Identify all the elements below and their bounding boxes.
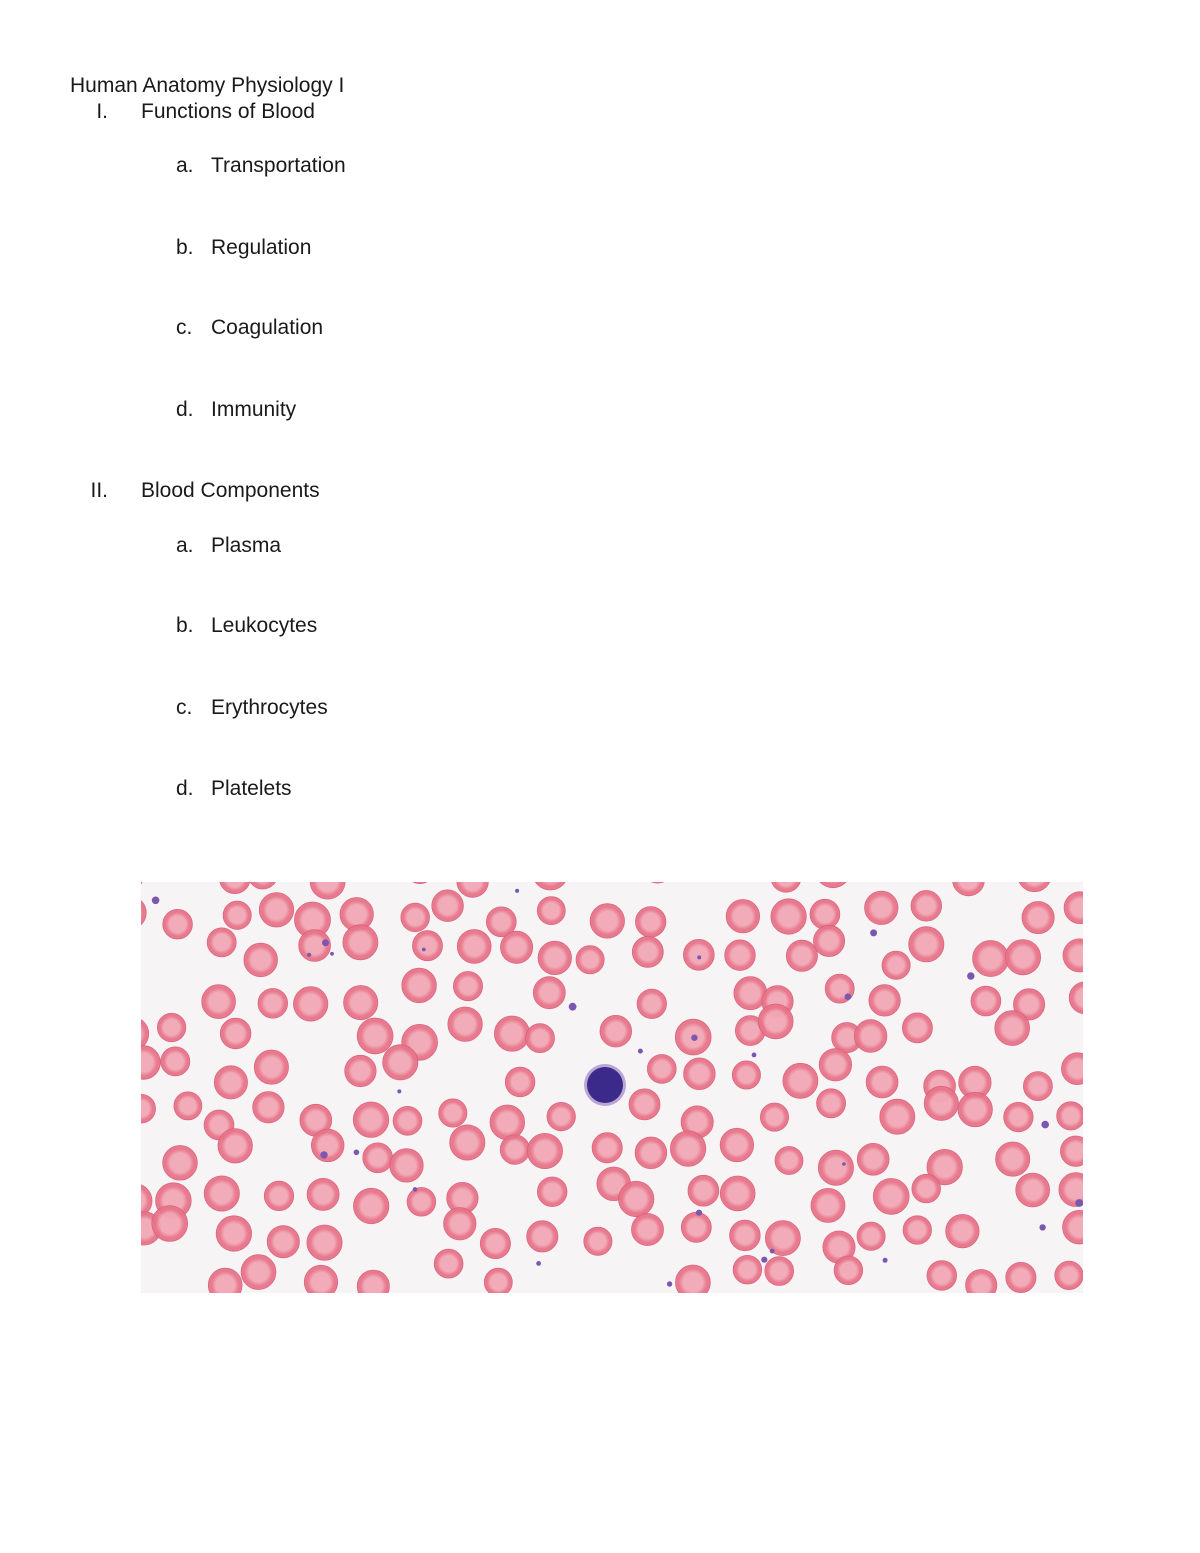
- platelet: [536, 1261, 541, 1266]
- platelet: [307, 953, 311, 957]
- erythrocyte: [526, 1024, 555, 1053]
- erythrocyte: [866, 1066, 898, 1098]
- erythrocyte: [450, 1125, 485, 1160]
- erythrocyte: [1005, 940, 1040, 975]
- erythrocyte: [720, 1176, 755, 1211]
- erythrocyte: [457, 930, 491, 964]
- erythrocyte: [882, 951, 910, 979]
- erythrocyte: [681, 1212, 711, 1242]
- erythrocyte: [927, 1261, 957, 1291]
- erythrocyte: [216, 1216, 251, 1251]
- platelet: [152, 897, 160, 905]
- erythrocyte: [1055, 1261, 1083, 1289]
- erythrocyte: [501, 931, 533, 963]
- erythrocyte: [218, 1129, 252, 1163]
- erythrocyte: [720, 1128, 753, 1161]
- erythrocyte: [760, 1103, 788, 1131]
- erythrocyte: [490, 1105, 525, 1140]
- erythrocyte: [527, 1221, 558, 1252]
- erythrocyte: [214, 1066, 247, 1099]
- erythrocyte: [592, 1133, 622, 1163]
- erythrocyte: [854, 1020, 887, 1053]
- platelet: [667, 1281, 672, 1286]
- erythrocyte: [958, 1092, 992, 1126]
- erythrocyte: [600, 1015, 632, 1047]
- erythrocyte: [453, 972, 482, 1001]
- erythrocyte: [732, 1061, 760, 1089]
- list-item-text: Coagulation: [211, 316, 324, 339]
- platelet: [696, 1210, 702, 1216]
- platelet: [397, 1089, 401, 1093]
- platelet: [354, 1150, 360, 1156]
- erythrocyte: [647, 1055, 676, 1084]
- erythrocyte: [345, 1055, 376, 1086]
- list-item-text: Immunity: [211, 398, 297, 421]
- blood-smear-image: [141, 882, 1083, 1293]
- erythrocyte: [1022, 902, 1054, 934]
- platelet: [1075, 1199, 1083, 1207]
- erythrocyte: [1004, 1102, 1033, 1131]
- erythrocyte: [1057, 1102, 1083, 1130]
- erythrocyte: [152, 1206, 188, 1242]
- platelet: [697, 955, 701, 959]
- list-item-letter: a.: [176, 534, 194, 557]
- erythrocyte: [576, 946, 604, 974]
- list-item-text: Plasma: [211, 534, 282, 557]
- erythrocyte: [537, 897, 565, 925]
- erythrocyte: [902, 1013, 932, 1043]
- platelet: [967, 972, 974, 979]
- erythrocyte: [254, 1050, 288, 1084]
- erythrocyte: [683, 939, 714, 970]
- platelet: [569, 1003, 577, 1011]
- list-item-text: Regulation: [211, 236, 312, 259]
- erythrocyte: [353, 1102, 388, 1137]
- erythrocyte: [161, 1047, 190, 1076]
- erythrocyte: [259, 893, 293, 927]
- document-title: Human Anatomy Physiology I: [70, 74, 345, 97]
- erythrocyte: [632, 936, 663, 967]
- erythrocyte: [444, 1208, 476, 1240]
- erythrocyte: [547, 1102, 575, 1130]
- erythrocyte: [1016, 1173, 1050, 1207]
- platelet: [752, 1053, 757, 1058]
- list-item-letter: d.: [176, 777, 194, 800]
- erythrocyte: [401, 903, 430, 932]
- platelet: [422, 948, 426, 952]
- erythrocyte: [814, 925, 845, 956]
- erythrocyte: [857, 1143, 889, 1175]
- erythrocyte: [533, 977, 565, 1009]
- platelet: [870, 929, 877, 936]
- erythrocyte: [537, 1177, 567, 1207]
- erythrocyte: [390, 1149, 423, 1182]
- leukocyte-nucleus: [587, 1067, 623, 1103]
- platelet: [320, 1151, 327, 1158]
- platelet: [638, 1049, 643, 1054]
- list-item-letter: b.: [176, 614, 194, 637]
- erythrocyte: [163, 1146, 198, 1181]
- blood-smear-micrograph: [141, 882, 1083, 1293]
- erythrocyte: [307, 1225, 342, 1260]
- erythrocyte: [253, 1092, 284, 1123]
- erythrocyte: [584, 1227, 612, 1255]
- erythrocyte: [413, 931, 443, 961]
- erythrocyte: [946, 1214, 979, 1247]
- erythrocyte: [635, 1137, 667, 1169]
- section-numeral: II.: [90, 479, 108, 502]
- erythrocyte: [765, 1257, 794, 1286]
- erythrocyte: [157, 1013, 185, 1041]
- erythrocyte: [307, 1178, 339, 1210]
- erythrocyte: [402, 968, 437, 1003]
- erythrocyte: [258, 989, 288, 1019]
- erythrocyte: [448, 1007, 482, 1041]
- list-item-text: Platelets: [211, 777, 292, 800]
- erythrocyte: [996, 1142, 1030, 1176]
- erythrocyte: [817, 1089, 846, 1118]
- platelet: [883, 1258, 888, 1263]
- erythrocyte: [857, 1222, 885, 1250]
- erythrocyte: [637, 989, 666, 1018]
- erythrocyte: [439, 1099, 467, 1127]
- list-item-text: Transportation: [211, 154, 346, 177]
- erythrocyte: [775, 1147, 803, 1175]
- erythrocyte: [484, 1268, 512, 1293]
- erythrocyte: [818, 1150, 853, 1185]
- erythrocyte: [480, 1228, 510, 1258]
- platelet: [322, 939, 329, 946]
- erythrocyte: [174, 1092, 202, 1120]
- list-item-letter: c.: [176, 316, 193, 339]
- erythrocyte: [924, 1086, 958, 1120]
- erythrocyte: [434, 1249, 463, 1278]
- erythrocyte: [973, 941, 1009, 977]
- erythrocyte: [725, 940, 756, 971]
- list-item-letter: a.: [176, 154, 194, 177]
- erythrocyte: [632, 1214, 664, 1246]
- erythrocyte: [354, 1188, 389, 1223]
- platelet: [1039, 1224, 1045, 1230]
- platelet: [413, 1187, 418, 1192]
- erythrocyte: [1006, 1262, 1036, 1292]
- erythrocyte: [873, 1179, 909, 1215]
- erythrocyte: [494, 1016, 529, 1051]
- erythrocyte: [590, 904, 624, 938]
- erythrocyte: [786, 940, 817, 971]
- list-item-letter: b.: [176, 236, 194, 259]
- erythrocyte: [909, 927, 944, 962]
- erythrocyte: [819, 1049, 851, 1081]
- erythrocyte: [500, 1135, 529, 1164]
- platelet: [515, 889, 519, 893]
- erythrocyte: [1023, 1072, 1052, 1101]
- erythrocyte: [202, 985, 236, 1019]
- erythrocyte: [811, 1188, 845, 1222]
- erythrocyte: [344, 986, 378, 1020]
- erythrocyte: [733, 1255, 762, 1284]
- erythrocyte: [911, 891, 942, 922]
- erythrocyte: [220, 1018, 251, 1049]
- erythrocyte: [869, 985, 900, 1016]
- platelet: [770, 1249, 775, 1254]
- erythrocyte: [619, 1181, 654, 1216]
- list-item-letter: c.: [176, 696, 193, 719]
- erythrocyte: [357, 1018, 393, 1054]
- erythrocyte: [688, 1175, 719, 1206]
- erythrocyte: [629, 1089, 660, 1120]
- erythrocyte: [363, 1143, 393, 1173]
- erythrocyte: [163, 909, 193, 939]
- erythrocyte: [636, 907, 666, 937]
- erythrocyte: [223, 901, 251, 929]
- section-heading: Blood Components: [141, 479, 320, 502]
- list-item-text: Leukocytes: [211, 614, 318, 637]
- erythrocyte: [865, 891, 898, 924]
- list-item-text: Erythrocytes: [211, 696, 328, 719]
- erythrocyte: [783, 1063, 818, 1098]
- erythrocyte: [730, 1220, 761, 1251]
- erythrocyte: [505, 1067, 535, 1097]
- erythrocyte: [771, 899, 806, 934]
- erythrocyte: [538, 941, 571, 974]
- erythrocyte: [244, 943, 278, 977]
- erythrocyte: [903, 1216, 931, 1244]
- erythrocyte: [204, 1176, 239, 1211]
- erythrocyte: [726, 900, 759, 933]
- erythrocyte: [207, 928, 236, 957]
- erythrocyte: [971, 986, 1001, 1016]
- erythrocyte: [264, 1181, 293, 1210]
- platelet: [1041, 1121, 1049, 1129]
- list-item-letter: d.: [176, 398, 194, 421]
- platelet: [842, 1162, 846, 1166]
- platelet: [845, 993, 852, 1000]
- erythrocyte: [383, 1045, 418, 1080]
- erythrocyte: [758, 1004, 793, 1039]
- section-numeral: I.: [96, 100, 108, 123]
- erythrocyte: [407, 1188, 436, 1217]
- erythrocyte: [267, 1226, 299, 1258]
- erythrocyte: [241, 1255, 276, 1290]
- erythrocyte: [834, 1256, 863, 1285]
- platelet: [330, 952, 334, 956]
- erythrocyte: [294, 987, 328, 1021]
- platelet: [761, 1257, 767, 1263]
- erythrocyte: [912, 1174, 941, 1203]
- erythrocyte: [880, 1099, 915, 1134]
- section-heading: Functions of Blood: [141, 100, 315, 123]
- erythrocyte: [311, 1129, 344, 1162]
- erythrocyte: [393, 1106, 422, 1135]
- erythrocyte: [810, 899, 840, 929]
- erythrocyte: [527, 1133, 562, 1168]
- erythrocyte: [343, 925, 378, 960]
- erythrocyte: [432, 890, 464, 922]
- erythrocyte: [684, 1058, 716, 1090]
- erythrocyte: [995, 1011, 1030, 1046]
- platelet: [691, 1035, 697, 1041]
- erythrocyte: [670, 1131, 705, 1166]
